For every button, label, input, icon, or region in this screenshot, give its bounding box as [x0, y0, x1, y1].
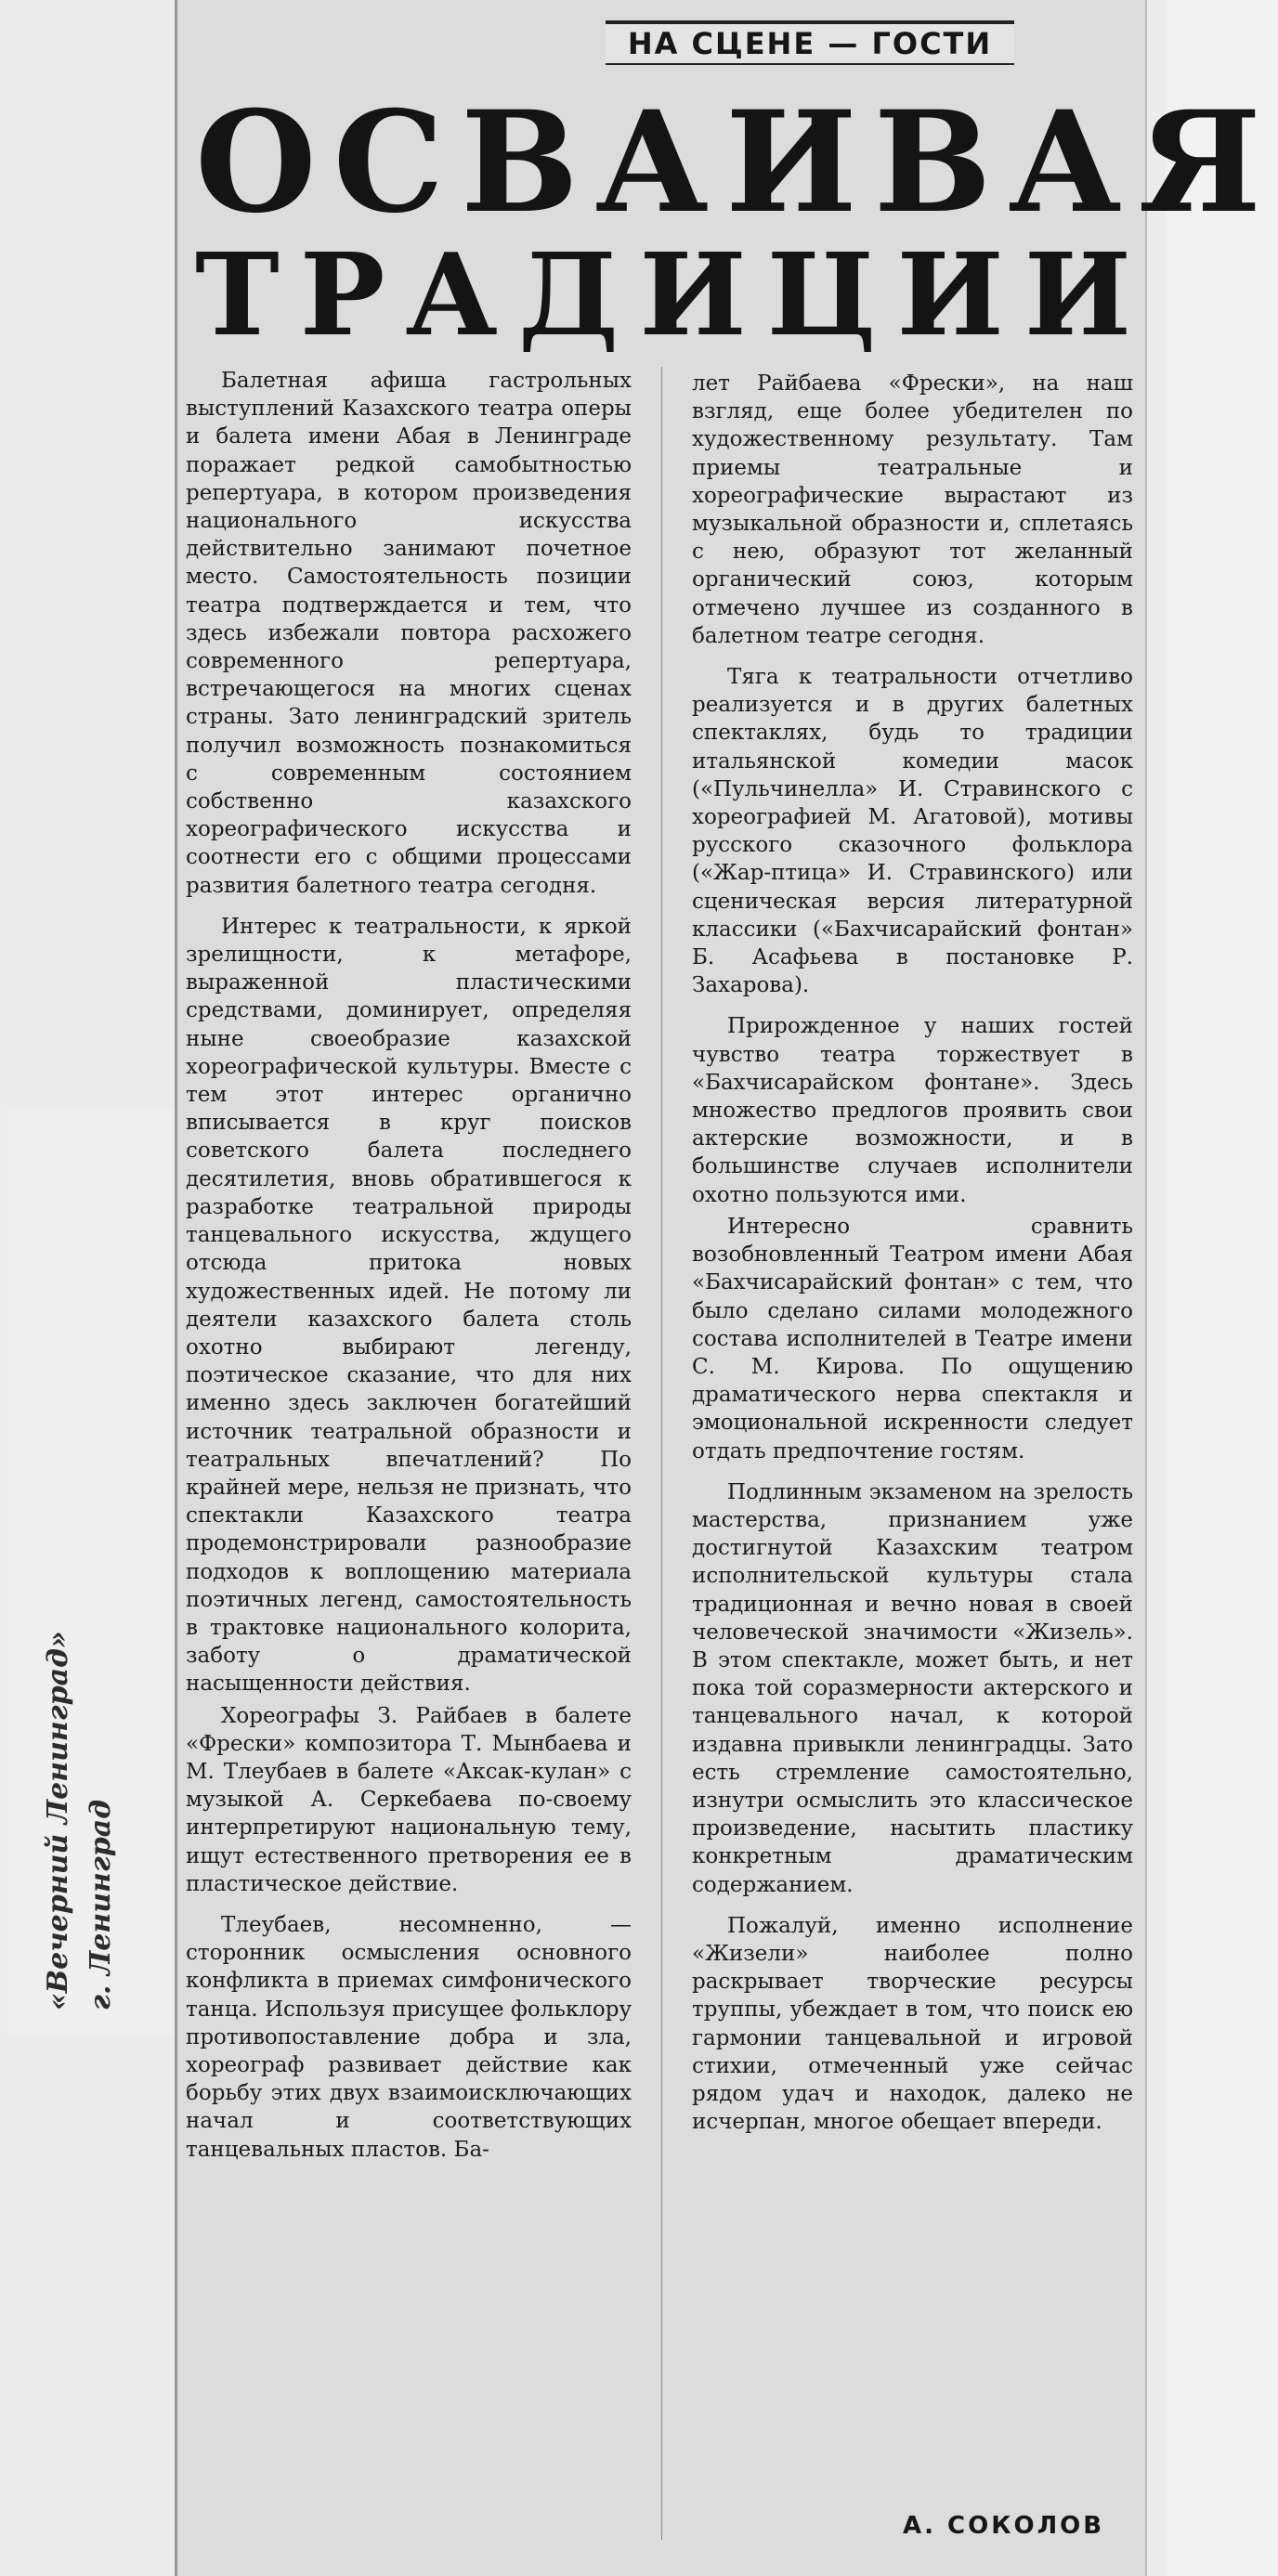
headline-line2: ТРАДИЦИИ: [195, 228, 1153, 361]
paragraph: Тлеубаев, несомненно, — сторонник осмысления основного конфликта в приемах симфонического танца. Используя присущее фольклору противопоставление добра и зла, хореограф развивает действие как борьбу этих двух взаимоисключающих начал и соответствующих танцевальных пластов. Ба-: [186, 1912, 632, 2162]
rubric-label: НА СЦЕНЕ — ГОСТИ: [627, 26, 993, 61]
paragraph: Интерес к театральности, к яркой зрелищности, к метафоре, выраженной пластическими средствами, доминирует, определяя ныне своеобразие казахской хореографической культуры. Вместе с тем этот интерес органично вписывается в круг поисков советского балета последнего десятилетия, вновь обратившегося к разработке театральной природы танцевального искусства, ждущего отсюда притока новых художественных идей. Не потому ли деятели казахского балета столь охотно выбирают легенду, поэтическое сказание, что для них именно здесь заключен богатейший источник театральной образности и театральных впечатлений? По крайней мере, нельзя не признать, что спектакли Казахского театра продемонстрировали разнообразие подходов к воплощению материала поэтичных легенд, самостоятельность в трактовке национального колорита, заботу о драматической насыщенности действия.: [186, 914, 632, 1697]
source-stamp-line2: г. Ленинград: [85, 1799, 117, 2010]
source-stamp-line1: «Вечерний Ленинград»: [42, 1631, 74, 2010]
paragraph: Прирожденное у наших гостей чувство театра торжествует в «Бахчисарайском фонтане». Здесь множество предлогов проявить свои актерские возможности, и в большинстве случаев исполнители охотно пользуются ими.: [692, 1014, 1133, 1207]
article-column-right: [692, 370, 1133, 2140]
paragraph: Интересно сравнить возобновленный Театром имени Абая «Бахчисарайский фонтан» с тем, что было сделано силами молодежного состава исполнителей в Театре имени С. М. Кирова. По ощущению драматического нерва спектакля и эмоциональной искренности следует отдать предпочтение гостям.: [692, 1214, 1133, 1464]
article-column-left: [186, 367, 632, 2167]
column-divider: [661, 367, 662, 2540]
paragraph: лет Райбаева «Фрески», на наш взгляд, еще более убедителен по художественному результату. Там приемы театральные и хореографические вырастают из музыкальной образности и, сплетаясь с нею, образуют тот желанный органический союз, которым отмечено лучшее из созданного в балетном театре сегодня.: [692, 371, 1133, 648]
paragraph: Хореографы З. Райбаев в балете «Фрески» композитора Т. Мынбаева и М. Тлеубаев в балете «Аксак-кулан» с музыкой А. Серкебаева по-своему интерпретируют национальную тему, ищут естественного претворения ее в пластическое действие.: [186, 1703, 632, 1896]
author-signature: А. СОКОЛОВ: [903, 2512, 1105, 2540]
paragraph: Пожалуй, именно исполнение «Жизели» наиболее полно раскрывает творческие ресурсы труппы, убеждает в том, что поиск ею гармонии танцевальной и игровой стихии, отмеченный уже сейчас рядом удач и находок, далеко не исчерпан, многое обещает впереди.: [692, 1913, 1133, 2135]
rubric-bar: [606, 20, 1014, 65]
paragraph: Балетная афиша гастрольных выступлений Казахского театра оперы и балета имени Абая в Ленинграде поражает редкой самобытностью репертуара, в котором произведения национального искусства действительно занимают почетное место. Самостоятельность позиции театра подтверждается и тем, что здесь избежали повтора расхожего современного репертуара, встречающегося на многих сценах страны. Зато ленинградский зритель получил возможность познакомиться с современным состоянием собственно казахского хореографического искусства и соотнести его с общими процессами развития балетного театра сегодня.: [186, 369, 632, 898]
source-stamp: [37, 1631, 123, 2010]
headline-line1: ОСВАИВАЯ: [195, 81, 1278, 244]
paragraph: Тяга к театральности отчетливо реализуется и в других балетных спектаклях, будь то традиции итальянской комедии масок («Пульчинелла» И. Стравинского с хореографией М. Агатовой), мотивы русского сказочного фольклора («Жар-птица» И. Стравинского) или сценическая версия литературной классики («Бахчисарайский фонтан» Б. Асафьева в постановке Р. Захарова).: [692, 665, 1133, 998]
paragraph: Подлинным экзаменом на зрелость мастерства, признанием уже достигнутой Казахским театром исполнительской культуры стала традиционная и вечно новая в своей человеческой значимости «Жизель». В этом спектакле, может быть, и нет пока той соразмерности актерского и танцевального начал, к которой издавна привыкли ленинградцы. Зато есть стремление самостоятельно, изнутри осмыслить это классическое произведение, насытить пластику конкретным драматическим содержанием.: [692, 1479, 1133, 1897]
